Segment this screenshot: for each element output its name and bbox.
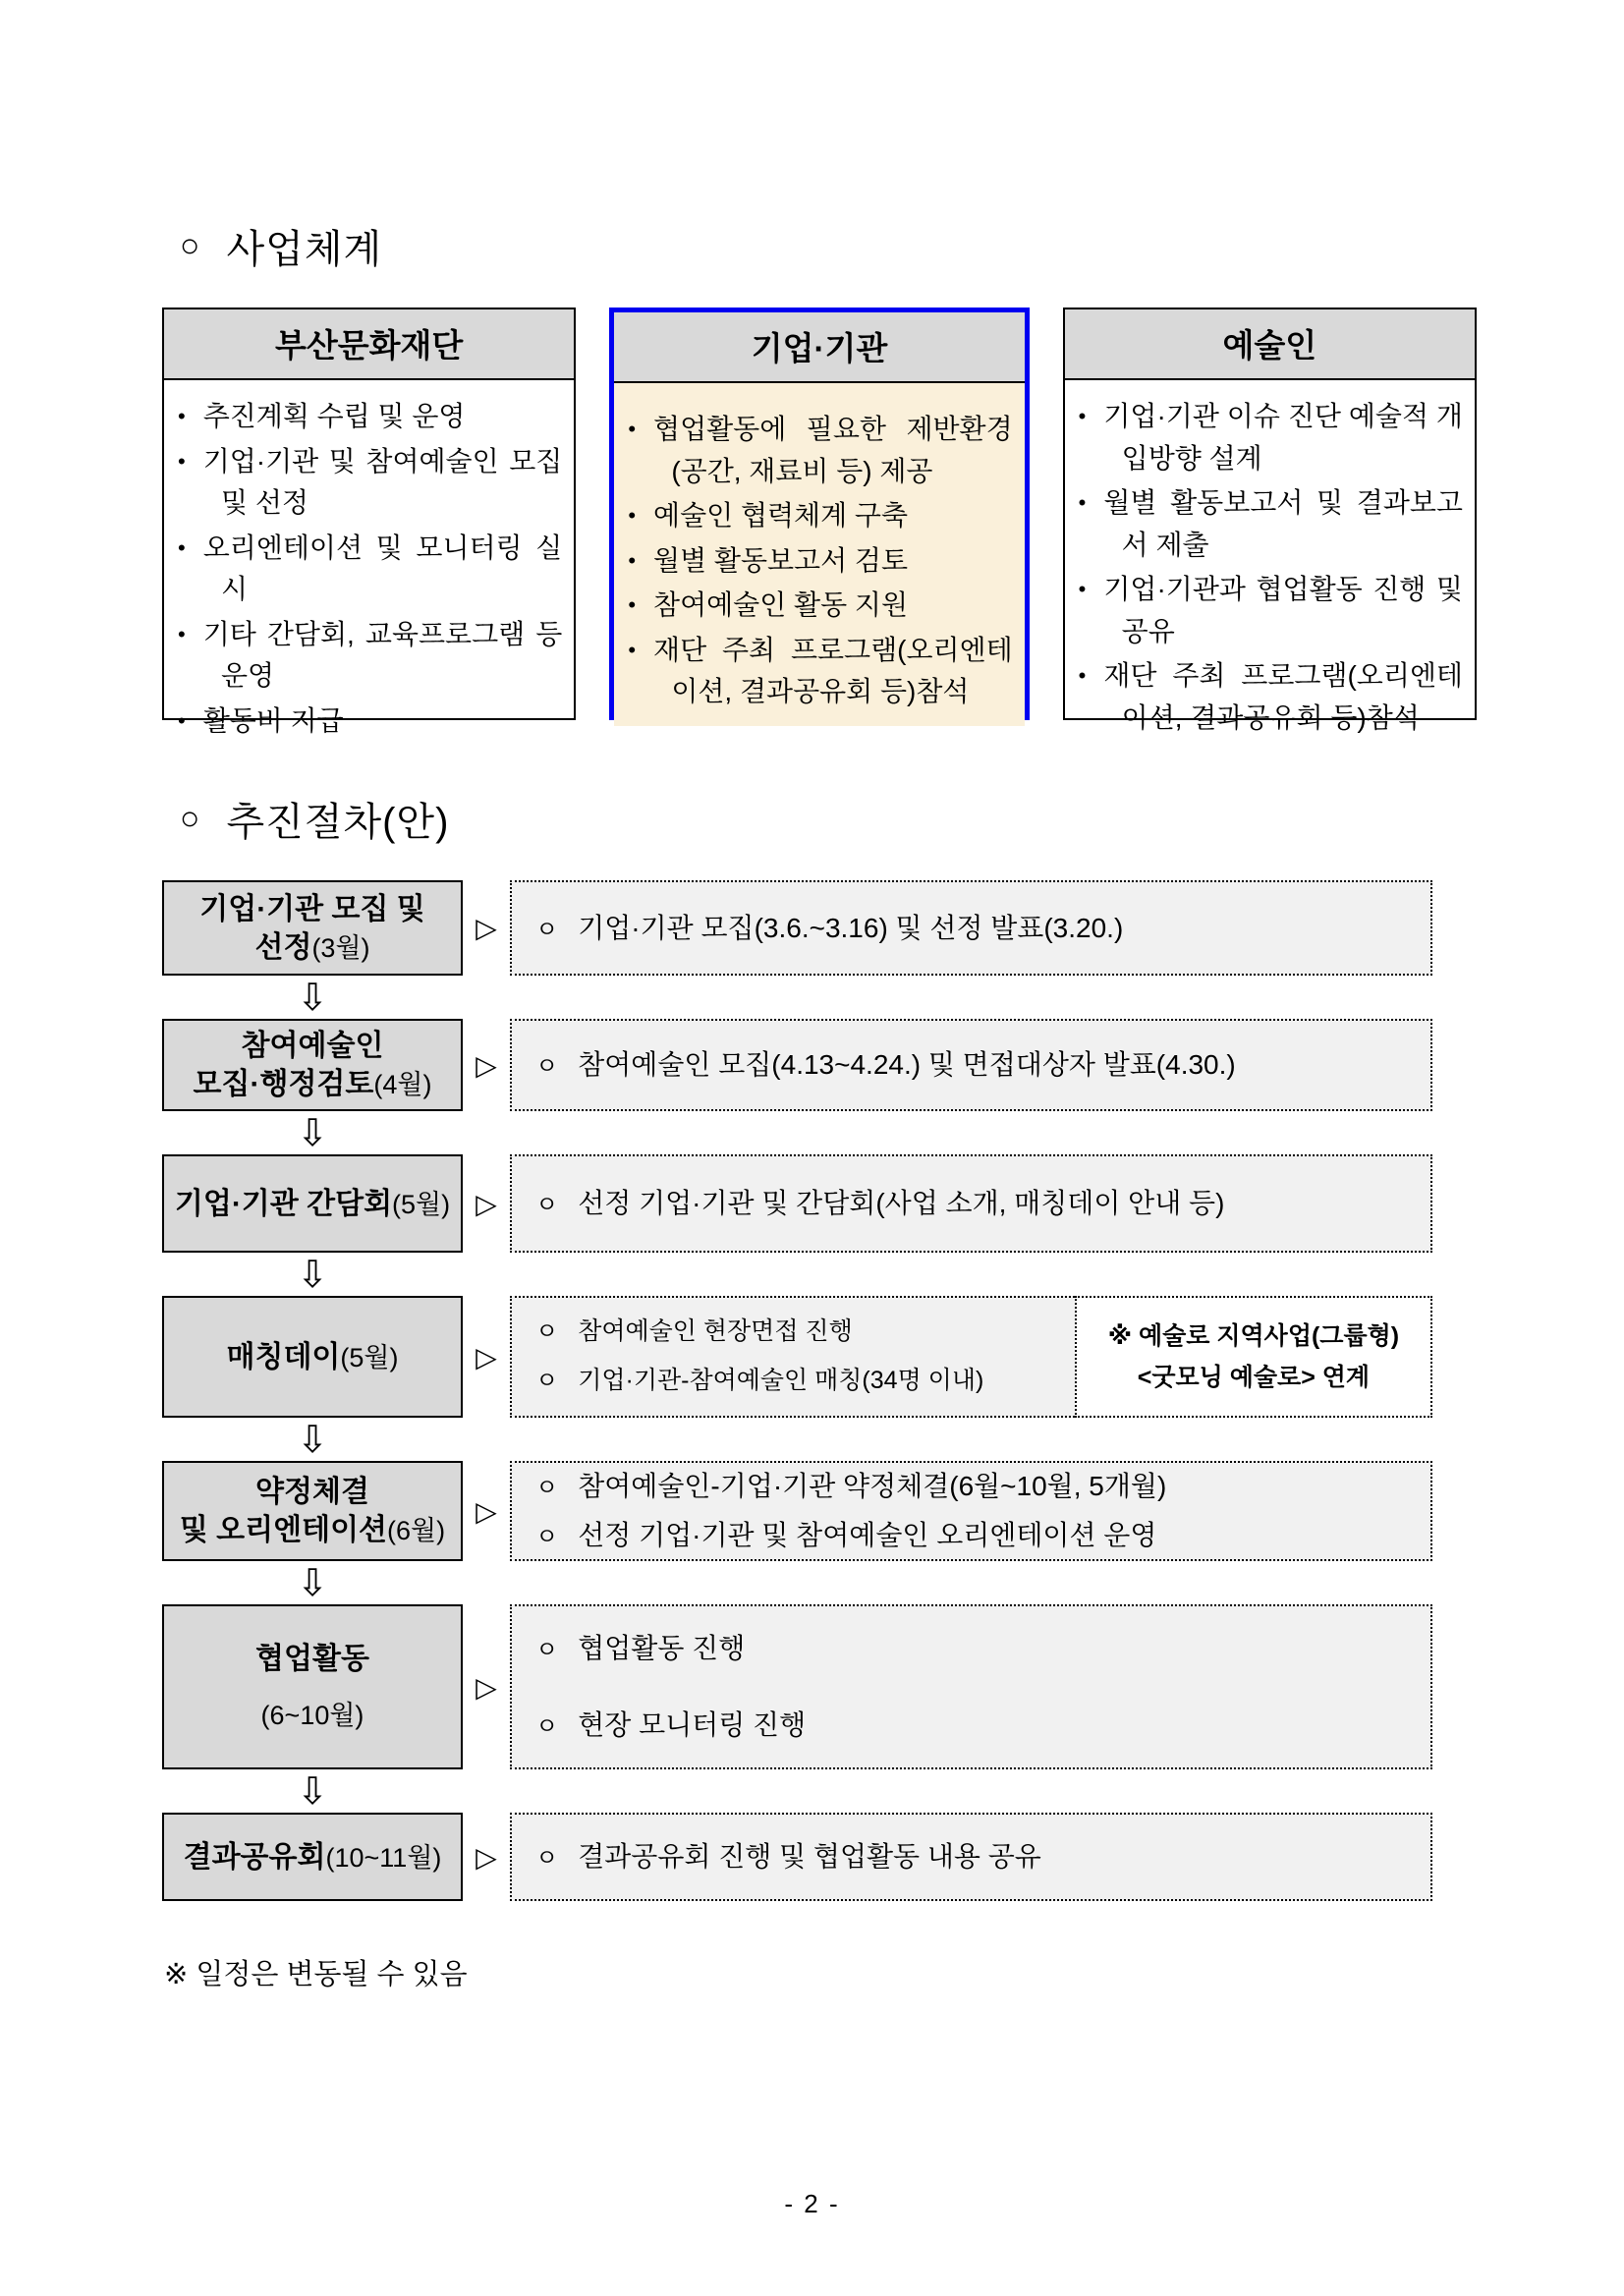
section-title-system: [180, 218, 1477, 274]
bullet-icon: •: [628, 547, 637, 573]
column-items: [164, 380, 574, 755]
list-item: • 월별 활동보고서 및 결과보고서 제출: [1078, 487, 1463, 560]
list-item: • 예술인 협력체계 구축: [628, 500, 909, 532]
step-description: [510, 1019, 1432, 1111]
bullet-icon: •: [1078, 663, 1087, 689]
flow-row: [162, 1461, 1432, 1561]
description-line: ㅇ 기업·기관 모집(3.6.~3.16) 및 선정 발표(3.20.): [535, 912, 1124, 943]
list-item: • 기업·기관과 협업활동 진행 및 공유: [1078, 574, 1463, 646]
right-arrow-icon: ▷: [476, 1494, 497, 1528]
list-item: • 재단 주최 프로그램(오리엔테이션, 결과공유회 등)참석: [628, 634, 1013, 707]
ieung-bullet-icon: ㅇ: [535, 1475, 559, 1502]
section-procedure: [162, 791, 1477, 1992]
right-arrow-icon: ▷: [476, 1340, 497, 1373]
ieung-bullet-icon: ㅇ: [535, 1845, 559, 1873]
section-title-procedure: [180, 791, 1477, 847]
section-title-text: 추진절차(안): [226, 801, 450, 844]
ieung-bullet-icon: ㅇ: [535, 1053, 559, 1081]
linked-program-note: ※ 예술로 지역사업(그룹형) <굿모닝 예술로> 연계: [1075, 1296, 1432, 1418]
column-company-institution: [609, 308, 1029, 720]
bullet-icon: •: [628, 592, 637, 618]
list-item: • 협업활동에 필요한 제반환경(공간, 재료비 등) 제공: [628, 414, 1013, 486]
ieung-bullet-icon: ㅇ: [535, 1192, 559, 1219]
section-title-text: 사업체계: [226, 228, 383, 271]
right-arrow-icon: ▷: [476, 1670, 497, 1704]
bullet-icon: •: [628, 417, 637, 441]
column-header: 부산문화재단: [164, 309, 574, 380]
description-line: ㅇ 선정 기업·기관 및 간담회(사업 소개, 매칭데이 안내 등): [535, 1188, 1225, 1219]
flow-row: [162, 880, 1432, 976]
list-item: • 재단 주최 프로그램(오리엔테이션, 결과공유회 등)참석: [1078, 660, 1463, 733]
flow-row: [162, 1154, 1432, 1253]
description-line: ㅇ 협업활동 진행: [535, 1633, 746, 1664]
flow-row: [162, 1019, 1432, 1111]
list-item: • 기업·기관 및 참여예술인 모집 및 선정: [178, 445, 563, 519]
list-item: • 추진계획 수립 및 운영: [178, 401, 466, 431]
description-line: ㅇ 결과공유회 진행 및 협업활동 내용 공유: [535, 1841, 1041, 1873]
step-description: [510, 880, 1432, 976]
column-header: 기업·기관: [614, 312, 1024, 383]
column-artist: [1063, 308, 1477, 733]
list-item: • 참여예술인 활동 지원: [628, 589, 909, 621]
down-arrow-icon: ⇩: [297, 1561, 328, 1604]
right-arrow-icon: ▷: [476, 1048, 497, 1082]
right-arrow-icon: ▷: [476, 1187, 497, 1220]
down-arrow-icon: ⇩: [297, 1418, 328, 1461]
bullet-icon: •: [178, 534, 186, 560]
stage-box-result-sharing: 결과공유회(10~11월): [162, 1813, 463, 1901]
description-line: ㅇ 선정 기업·기관 및 참여예술인 오리엔테이션 운영: [535, 1520, 1157, 1550]
bullet-icon: •: [1078, 577, 1087, 602]
page-number: - 2 -: [784, 2189, 840, 2218]
bullet-icon: •: [628, 637, 637, 662]
list-item: • 활동비 지급: [178, 704, 344, 736]
bullet-icon: •: [1078, 490, 1087, 516]
right-arrow-icon: ▷: [476, 912, 497, 944]
flow-row: [162, 1296, 1432, 1418]
flow-row: [162, 1813, 1432, 1901]
bullet-icon: •: [178, 448, 186, 474]
description-line: ㅇ 현장 모니터링 진행: [535, 1709, 807, 1740]
down-arrow-icon: ⇩: [297, 976, 328, 1019]
down-arrow-icon: ⇩: [297, 1111, 328, 1154]
flow-row: [162, 1604, 1432, 1769]
bullet-icon: •: [178, 707, 186, 733]
stage-box-matching-day: 매칭데이(5월): [162, 1296, 463, 1418]
stage-box-recruit-company: 기업·기관 모집 및 선정(3월): [162, 880, 463, 976]
ieung-bullet-icon: ㅇ: [535, 916, 559, 943]
ieung-bullet-icon: ㅇ: [535, 1524, 559, 1550]
circle-bullet-icon: ○: [180, 800, 201, 837]
description-line: ㅇ 참여예술인 현장면접 진행: [535, 1317, 853, 1346]
description-line: ㅇ 기업·기관-참여예술인 매칭(34명 이내): [535, 1367, 984, 1394]
step-description: [510, 1604, 1432, 1769]
description-line: ㅇ 참여예술인 모집(4.13~4.24.) 및 면접대상자 발표(4.30.): [535, 1049, 1236, 1081]
bullet-icon: •: [178, 404, 186, 428]
step-description: [510, 1461, 1432, 1561]
column-items: [1065, 380, 1475, 752]
stage-box-collaboration: 협업활동 (6~10월): [162, 1604, 463, 1769]
ieung-bullet-icon: ㅇ: [535, 1713, 559, 1740]
down-arrow-icon: ⇩: [297, 1253, 328, 1296]
column-header: 예술인: [1065, 309, 1475, 380]
ieung-bullet-icon: ㅇ: [535, 1318, 559, 1346]
bullet-icon: •: [628, 503, 637, 529]
list-item: • 기타 간담회, 교육프로그램 등 운영: [178, 618, 563, 692]
stage-box-company-meeting: 기업·기관 간담회(5월): [162, 1154, 463, 1253]
stage-box-recruit-artist: 참여예술인 모집·행정검토(4월): [162, 1019, 463, 1111]
column-busan-foundation: [162, 308, 576, 736]
step-description: [510, 1154, 1432, 1253]
role-columns: [162, 308, 1477, 736]
bullet-icon: •: [1078, 404, 1087, 428]
list-item: • 오리엔테이션 및 모니터링 실시: [178, 532, 563, 605]
stage-box-agreement-orientation: 약정체결 및 오리엔테이션(6월): [162, 1461, 463, 1561]
bullet-icon: •: [178, 621, 186, 646]
ieung-bullet-icon: ㅇ: [535, 1637, 559, 1664]
circle-bullet-icon: ○: [180, 227, 201, 264]
step-description-split: [510, 1296, 1432, 1418]
list-item: • 월별 활동보고서 검토: [628, 544, 909, 576]
step-description: [510, 1813, 1432, 1901]
description-line: ㅇ 참여예술인-기업·기관 약정체결(6월~10월, 5개월): [535, 1471, 1167, 1502]
column-items: [614, 383, 1024, 726]
procedure-flowchart: [162, 880, 1432, 1901]
list-item: • 기업·기관 이슈 진단 예술적 개입방향 설계: [1078, 401, 1463, 474]
right-arrow-icon: ▷: [476, 1840, 497, 1874]
section-system: [162, 218, 1477, 736]
step-description: [510, 1296, 1075, 1418]
ieung-bullet-icon: ㅇ: [535, 1368, 559, 1394]
schedule-change-footnote: ※ 일정은 변동될 수 있음: [164, 1959, 468, 1990]
down-arrow-icon: ⇩: [297, 1769, 328, 1813]
